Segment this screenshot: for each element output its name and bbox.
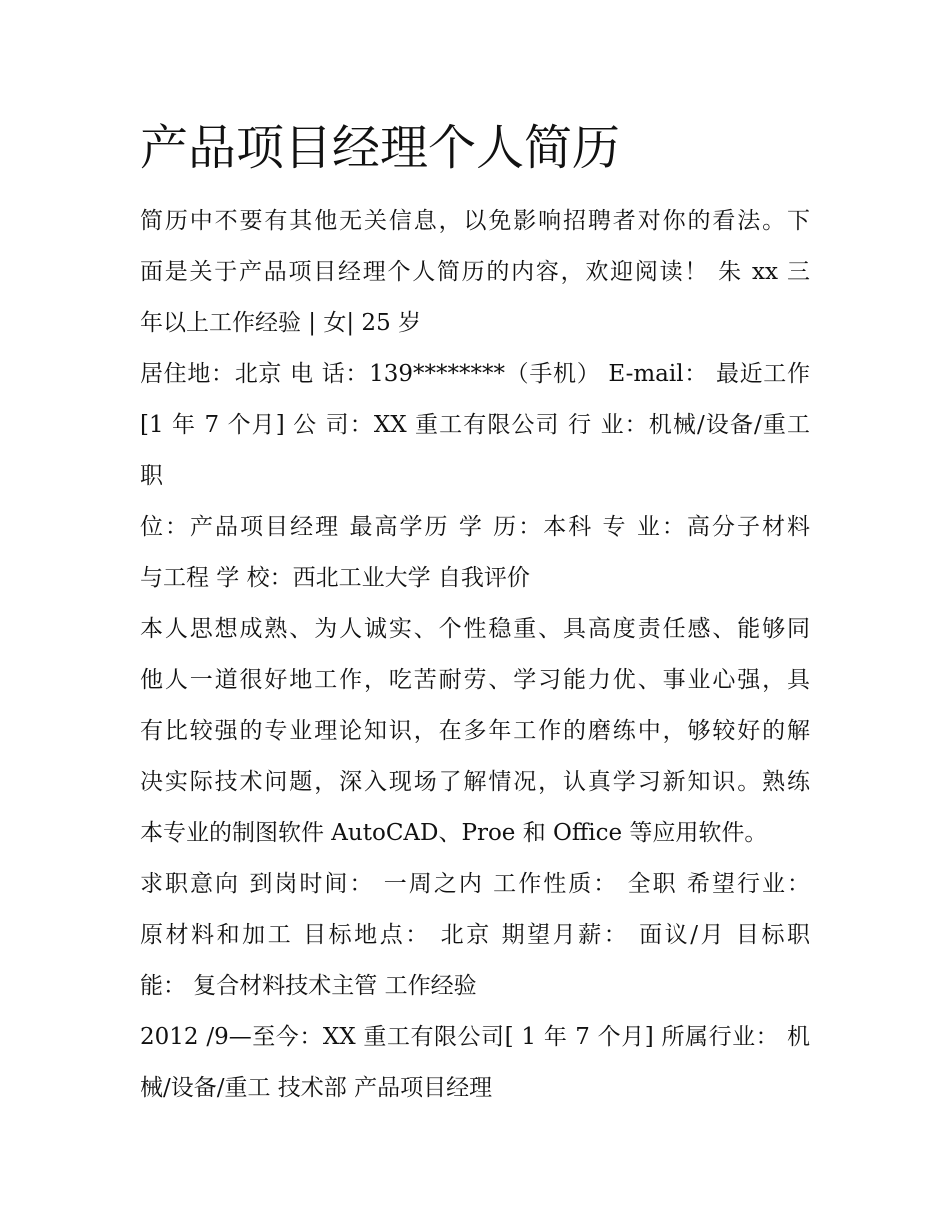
text-line: 能： 复合材料技术主管 工作经验 [140, 973, 477, 999]
text-line: 本专业的制图软件 AutoCAD、Proe 和 Office 等应用软件。 [140, 820, 768, 846]
page-title: 产品项目经理个人简历 [140, 120, 621, 176]
text-line: 求职意向 到岗时间： 一周之内 工作性质： 全职 希望行业： [140, 871, 810, 897]
text-line: 职 [140, 463, 163, 489]
text-line: 有比较强的专业理论知识，在多年工作的磨练中，够较好的解 [140, 718, 810, 744]
text-line: 本人思想成熟、为人诚实、个性稳重、具高度责任感、能够同 [140, 616, 810, 642]
text-line: 决实际技术问题，深入现场了解情况，认真学习新知识。熟练 [140, 769, 810, 795]
text-line: 面是关于产品项目经理个人简历的内容，欢迎阅读！ 朱 xx 三 [140, 259, 810, 285]
text-line: 械/设备/重工 技术部 产品项目经理 [140, 1075, 493, 1101]
text-line: 年以上工作经验 | 女| 25 岁 [140, 310, 422, 336]
text-line: 2012 /9—至今：XX 重工有限公司[ 1 年 7 个月] 所属行业： 机 [140, 1024, 810, 1050]
text-line: 他人一道很好地工作，吃苦耐劳、学习能力优、事业心强，具 [140, 667, 810, 693]
text-line: 位：产品项目经理 最高学历 学 历：本科 专 业：高分子材料 [140, 514, 810, 540]
text-line: [1 年 7 个月] 公 司：XX 重工有限公司 行 业：机械/设备/重工 [140, 412, 810, 438]
text-line: 居住地：北京 电 话：139********（手机） E-mail： 最近工作 [140, 361, 810, 387]
text-line: 与工程 学 校：西北工业大学 自我评价 [140, 565, 530, 591]
text-line: 简历中不要有其他无关信息，以免影响招聘者对你的看法。下 [140, 208, 810, 234]
text-line: 原材料和加工 目标地点： 北京 期望月薪： 面议/月 目标职 [140, 922, 810, 948]
